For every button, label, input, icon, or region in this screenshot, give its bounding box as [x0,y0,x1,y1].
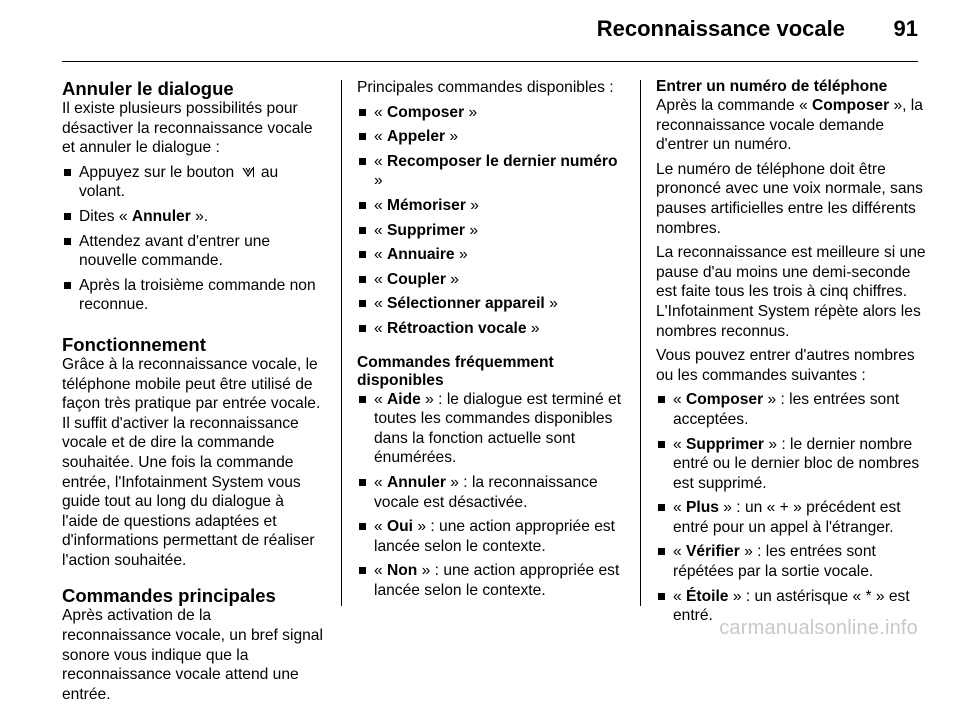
section-annuler [62,78,324,315]
list-item: « Mémoriser » [357,196,625,216]
page-number: 91 [893,16,918,41]
paragraph: Grâce à la reconnaissance vocale, le téléphone mobile peut être utilisé de façon très pratique par entrée vocale. Il suffit d'activer la reconnaissance vocale et de dire la commande souhaitée. Une fois la commande entrée, l'Infotainment System vous guide tout au long du dialogue à l'aide de questions adaptées et d'informations permettant de réaliser l'action souhaitée. [62,355,321,569]
list-item: Dites « Annuler ». [62,207,324,227]
voice-control-icon [241,165,255,179]
list-item: « Annuaire » [357,245,625,265]
paragraph: La reconnaissance est meilleure si une pause d'au moins une demi-seconde est faite tous les trois à cinq chiffres. L'Infotainment System répète alors les nombres reconnus. [656,244,926,340]
list-item: « Aide » : le dialogue est terminé et toutes les commandes disponibles dans la fonction actuelle sont énumérées. [357,390,625,468]
page-title: Reconnaissance vocale [596,16,845,41]
list-item: « Oui » : une action appropriée est lancée selon le contexte. [357,517,625,556]
column-1 [62,78,324,709]
frequent-command-list [357,390,625,601]
section-heading: Commandes fréquemment disponibles [357,353,554,389]
column-2 [357,78,625,605]
list-item: « Étoile » : un astérisque « * » est entré. [656,587,926,626]
paragraph: Principales commandes disponibles : [357,79,614,96]
paragraph: Vous pouvez entrer d'autres nombres ou les commandes suivantes : [656,347,915,384]
list-item: « Appeler » [357,127,625,147]
list-item: « Supprimer » : le dernier nombre entré ou le dernier bloc de nombres est supprimé. [656,435,926,494]
list-item: « Supprimer » [357,221,625,241]
paragraph: Le numéro de téléphone doit être prononcé avec une voix normale, sans pauses artificielles entre les différents nombres. [656,160,923,237]
column-divider-2 [640,80,641,606]
list-item: « Vérifier » : les entrées sont répétées par la sortie vocale. [656,542,926,581]
section-heading: Entrer un numéro de téléphone [656,78,888,95]
list-item: « Sélectionner appareil » [357,294,625,314]
section-heading: Annuler le dialogue [62,78,234,99]
list-item: Après la troisième commande non reconnue. [62,276,324,315]
section-heading: Fonctionnement [62,333,206,355]
list-item: « Composer » : les entrées sont acceptées. [656,390,926,429]
paragraph: Après activation de la reconnaissance vocale, un bref signal sonore vous indique que la reconnaissance vocale attend une entrée. [62,607,323,703]
list-item: Attendez avant d'entrer une nouvelle commande. [62,232,324,271]
list-item: « Plus » : un « + » précédent est entré pour un appel à l'étranger. [656,498,926,537]
list-item: « Recomposer le dernier numéro » [357,152,625,191]
bullet-list [62,163,324,315]
watermark: carmanualsonline.info [719,617,918,639]
column-divider-1 [341,80,342,606]
list-item: « Coupler » [357,270,625,290]
header-divider [62,61,918,62]
list-item: « Composer » [357,103,625,123]
paragraph: Il existe plusieurs possibilités pour désactiver la reconnaissance vocale et annuler le dialogue : [62,100,313,157]
page-header [0,0,960,62]
column-3 [656,78,926,631]
command-list [357,103,625,339]
list-item: « Non » : une action appropriée est lancée selon le contexte. [357,561,625,600]
paragraph: Après la commande « Composer », la reconnaissance vocale demande d'entrer un numéro. [656,97,923,154]
section-fonctionnement [62,334,324,571]
section-commandes-principales [62,585,324,704]
number-command-list [656,390,926,626]
list-item: « Annuler » : la reconnaissance vocale est désactivée. [357,473,625,512]
list-item: Appuyez sur le bouton au volant. [62,163,324,202]
section-heading: Commandes principales [62,585,276,607]
list-item: « Rétroaction vocale » [357,319,625,339]
